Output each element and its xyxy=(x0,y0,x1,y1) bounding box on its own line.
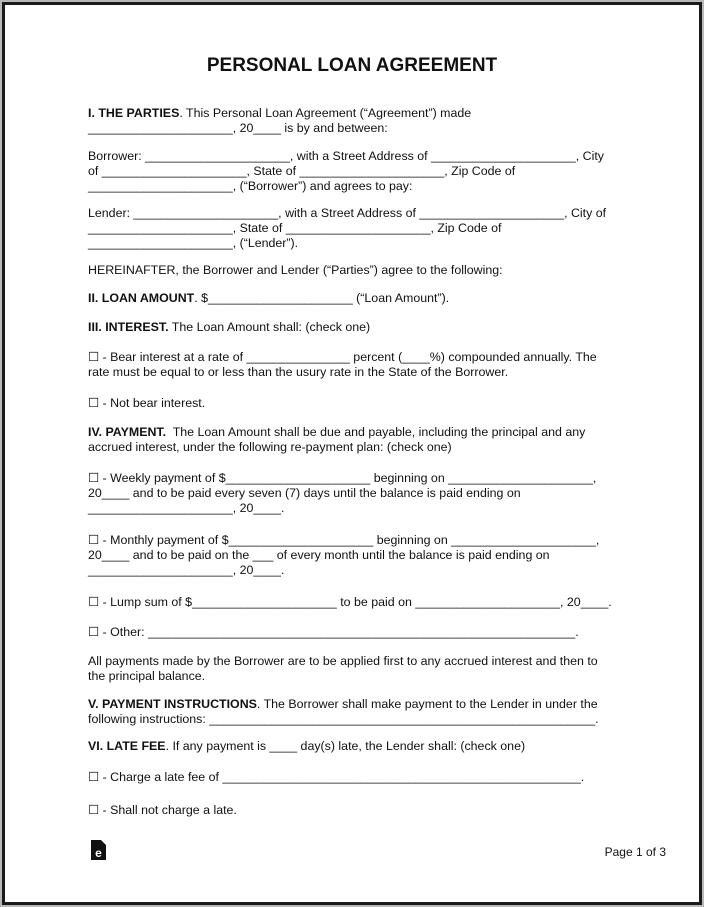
section-heading: III. INTEREST. xyxy=(88,320,169,334)
text-line xyxy=(88,396,205,411)
line-text: 20____ and to be paid on the ___ of every month until the balance is paid ending on xyxy=(88,548,550,562)
line-text: _____________________, 20____ is by and between: xyxy=(88,121,388,135)
text-line xyxy=(88,770,584,785)
line-text: accrued interest, under the following re-payment plan: (check one) xyxy=(88,440,452,454)
paragraph xyxy=(88,803,237,818)
text-line xyxy=(88,365,597,380)
text-line xyxy=(88,179,604,194)
text-line xyxy=(88,263,503,278)
line-text: . This Personal Loan Agreement (“Agreement”) made xyxy=(179,106,472,120)
paragraph xyxy=(88,350,597,380)
text-line xyxy=(88,164,604,179)
line-text: the principal balance. xyxy=(88,669,206,683)
text-line xyxy=(88,739,525,754)
text-line xyxy=(88,320,370,335)
text-line xyxy=(88,121,471,136)
line-text: . The Borrower shall make payment to the Lender in under the xyxy=(256,697,598,711)
line-text: . $_____________________ (“Loan Amount”). xyxy=(194,291,450,305)
paragraph xyxy=(88,206,606,251)
line-text: ☐ - Charge a late fee of ____________________________________________________. xyxy=(88,770,585,784)
paragraph xyxy=(88,106,471,136)
line-text: Lender: _____________________, with a Street Address of _____________________, City of xyxy=(88,206,607,220)
section-heading: V. PAYMENT INSTRUCTIONS xyxy=(88,697,257,711)
text-line xyxy=(88,669,598,684)
line-text: _____________________, 20____. xyxy=(88,563,285,577)
eforms-logo-icon xyxy=(91,840,106,860)
text-line xyxy=(88,625,579,640)
page-number: Page 1 of 3 xyxy=(604,845,666,859)
text-line xyxy=(88,221,606,236)
line-text: of _____________________, State of _____________________, Zip Code of xyxy=(88,164,516,178)
paragraph xyxy=(88,770,584,785)
text-line xyxy=(88,712,599,727)
paragraph xyxy=(88,425,585,455)
line-text: The Loan Amount shall: (check one) xyxy=(168,320,371,334)
text-line xyxy=(88,501,596,516)
text-line xyxy=(88,206,606,221)
line-text: ☐ - Shall not charge a late. xyxy=(88,803,237,817)
line-text: HEREINAFTER, the Borrower and Lender (“Parties”) agree to the following: xyxy=(88,263,503,277)
paragraph xyxy=(88,739,525,754)
text-line xyxy=(88,350,597,365)
paragraph xyxy=(88,533,599,578)
paragraph xyxy=(88,654,598,684)
line-text: 20____ and to be paid every seven (7) days until the balance is paid ending on xyxy=(88,486,521,500)
text-line xyxy=(88,149,604,164)
text-line xyxy=(88,440,585,455)
document-title: PERSONAL LOAN AGREEMENT xyxy=(206,55,498,76)
paragraph xyxy=(88,625,579,640)
paragraph xyxy=(88,149,604,194)
line-text: ☐ - Bear interest at a rate of _______________ percent (____%) compounded annually. The xyxy=(88,350,597,364)
text-line xyxy=(88,595,612,610)
section-heading: IV. PAYMENT. xyxy=(88,425,167,439)
text-line xyxy=(88,803,237,818)
line-text: The Loan Amount shall be due and payable, including the principal and any xyxy=(166,425,586,439)
line-text: following instructions: ________________________________________________________. xyxy=(88,712,599,726)
text-line xyxy=(88,563,599,578)
paragraph xyxy=(88,291,449,306)
text-line xyxy=(88,236,606,251)
paragraph xyxy=(88,595,612,610)
line-text: Borrower: _____________________, with a Street Address of _____________________, City xyxy=(88,149,604,163)
text-line xyxy=(88,548,599,563)
line-text: rate must be equal to or less than the usury rate in the State of the Borrower. xyxy=(88,365,509,379)
line-text: _____________________, 20____. xyxy=(88,501,285,515)
text-line xyxy=(88,291,449,306)
paragraph xyxy=(88,471,596,516)
text-line xyxy=(88,697,599,712)
line-text: _____________________, (“Borrower”) and agrees to pay: xyxy=(88,179,413,193)
line-text: ☐ - Other: ______________________________________________________________. xyxy=(88,625,579,639)
line-text: All payments made by the Borrower are to be applied first to any accrued interest and then to xyxy=(88,654,598,668)
line-text: _____________________, (“Lender”). xyxy=(88,236,299,250)
section-heading: I. THE PARTIES xyxy=(88,106,180,120)
line-text: ☐ - Weekly payment of $_____________________ beginning on _____________________, xyxy=(88,471,597,485)
line-text: ☐ - Lump sum of $_____________________ to be paid on _____________________, 20____. xyxy=(88,595,612,609)
paragraph xyxy=(88,263,503,278)
line-text: _____________________, State of _____________________, Zip Code of xyxy=(88,221,502,235)
paragraph xyxy=(88,396,205,411)
text-line xyxy=(88,486,596,501)
text-line xyxy=(88,533,599,548)
paragraph xyxy=(88,697,599,727)
text-line xyxy=(88,471,596,486)
text-line xyxy=(88,425,585,440)
svg-text:e: e xyxy=(95,846,102,860)
paragraph xyxy=(88,320,370,335)
section-heading: VI. LATE FEE xyxy=(88,739,166,753)
text-line xyxy=(88,106,471,121)
line-text: ☐ - Monthly payment of $_____________________ beginning on _____________________, xyxy=(88,533,600,547)
line-text: . If any payment is ____ day(s) late, the Lender shall: (check one) xyxy=(165,739,526,753)
section-heading: II. LOAN AMOUNT xyxy=(88,291,195,305)
text-line xyxy=(88,654,598,669)
line-text: ☐ - Not bear interest. xyxy=(88,396,206,410)
